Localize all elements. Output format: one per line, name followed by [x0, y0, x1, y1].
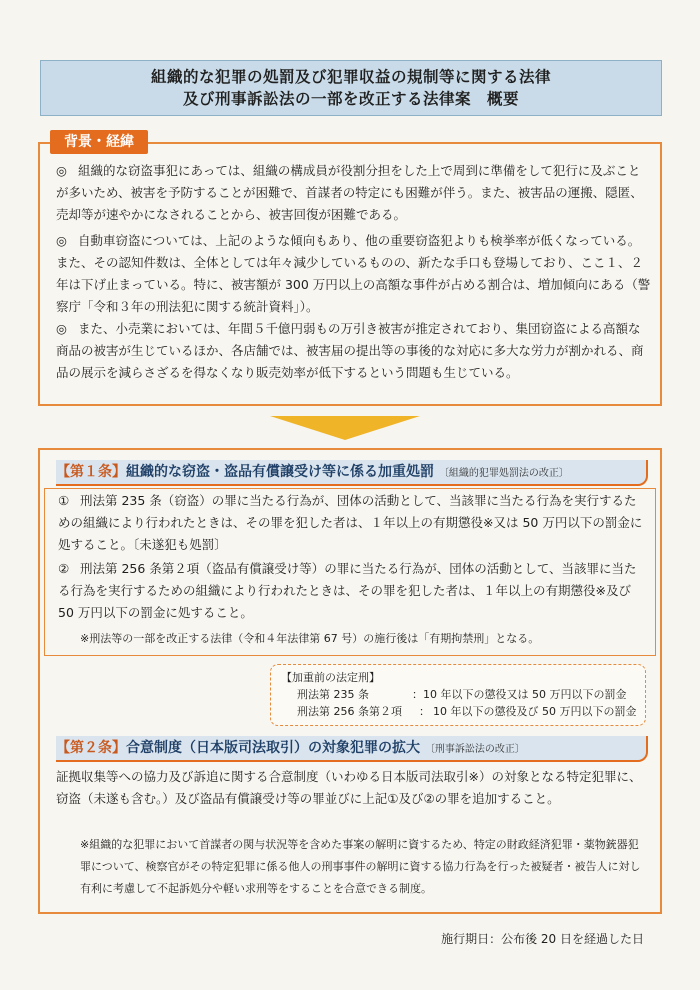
penalty-box [270, 664, 646, 726]
article2-heading [56, 736, 648, 762]
article1-subtitle: 〔組織的犯罪処罰法の改正〕 [438, 468, 569, 479]
penalty-value: 10 年以下の懲役又は 50 万円以下の罰金 [423, 688, 627, 701]
down-arrow-icon [270, 416, 420, 440]
background-item-text: また、小売業においては、年間５千億円弱もの万引き被害が推定されており、集団窃盗による高額な商品の被害が生じているほか、各店舗では、被害届の提出等の事後的な対応に多大な労力が割かれる、商品の展示を減らさざるを得なくなり販売効率が低下するという問題も生じている。 [56, 321, 644, 380]
background-label: 背景・経緯 [50, 130, 148, 154]
background-item [56, 230, 652, 318]
article2-title: 合意制度（日本版司法取引）の対象犯罪の拡大 [126, 740, 420, 756]
penalty-row [281, 703, 645, 720]
title-line-2: 及び刑事訴訟法の一部を改正する法律案 概要 [182, 90, 519, 108]
item-number: ① [58, 493, 70, 508]
article1-item [58, 490, 648, 556]
article1-item-text: 刑法第 256 条第２項（盗品有償譲受け等）の罪に当たる行為が、団体の活動として、当該罪に当たる行為を実行するための組織により行われたときは、その罪を犯した者は、１年以上の有期懲役※及び 50 万円以下の罰金に処すること。 [58, 561, 637, 620]
article2-text: 証拠収集等への協力及び訴追に関する合意制度（いわゆる日本版司法取引※）の対象となる特定犯罪に、窃盗（未遂も含む。）及び盗品有償譲受け等の罪並びに上記①及び②の罪を追加すること。 [56, 769, 642, 806]
document-title [40, 60, 662, 116]
article1-note: ※刑法等の一部を改正する法律（令和４年法律第 67 号）の施行後は「有期拘禁刑」となる。 [80, 632, 540, 645]
effective-date: 施行期日：公布後 20 日を経過した日 [441, 932, 644, 946]
background-item-text: 自動車窃盗については、上記のような傾向もあり、他の重要窃盗犯よりも検挙率が低くなっている。また、その認知件数は、全体としては年々減少しているものの、新たな手口も登場しており、ここ１、２年は下げ止まっている。特に、被害額が 300 万円以上の高額な事件が占める割合は、増加傾向にある（警察庁「令和３年の刑法犯に関する統計資料」）。 [56, 233, 651, 314]
background-item-text: 組織的な窃盗事犯にあっては、組織の構成員が役割分担をした上で周到に準備をして犯行に及ぶことが多いため、被害を予防することが困難で、首謀者の特定にも困難が伴う。また、被害品の運搬、隠匿、売却等が速やかになされることから、被害回復が困難である。 [56, 163, 643, 222]
penalty-value: 10 年以下の懲役及び 50 万円以下の罰金 [433, 705, 637, 718]
article1-item-text: 刑法第 235 条（窃盗）の罪に当たる行為が、団体の活動として、当該罪に当たる行為を実行するための組織により行われたときは、その罪を犯した者は、１年以上の有期懲役※又は 50 万円以下の罰金に処すること。〔未遂犯も処罰〕 [58, 493, 643, 552]
item-number: ② [58, 561, 70, 576]
double-circle-icon: ◎ [56, 233, 67, 248]
title-line-1: 組織的な犯罪の処罰及び犯罪収益の規制等に関する法律 [150, 68, 551, 86]
double-circle-icon: ◎ [56, 163, 67, 178]
penalty-header: 【加重前の法定刑】 [281, 671, 380, 684]
article2-subtitle: 〔刑事訴訟法の改正〕 [424, 744, 525, 755]
article1-label: 【第１条】 [56, 464, 126, 480]
article1-item [58, 558, 648, 624]
penalty-sep: ： [419, 705, 430, 718]
article2-note: ※組織的な犯罪において首謀者の関与状況等を含めた事案の解明に資するため、特定の財政経済犯罪・薬物銃器犯罪について、検察官がその特定犯罪に係る他人の刑事事件の解明に資する協力行為を行った被疑者・被告人に対し有利に考慮して不起訴処分や軽い求刑等をすることを合意できる制度。 [80, 838, 641, 895]
background-item [56, 318, 652, 384]
penalty-law: 刑法第 235 条 [297, 688, 369, 701]
penalty-sep: ： [401, 688, 423, 701]
article1-title: 組織的な窃盗・盗品有償譲受け等に係る加重処罰 [126, 464, 434, 480]
article2-label: 【第２条】 [56, 740, 126, 756]
background-item [56, 160, 652, 226]
penalty-row [281, 686, 645, 703]
double-circle-icon: ◎ [56, 321, 67, 336]
article1-heading [56, 460, 648, 486]
penalty-law: 刑法第 256 条第２項 [297, 705, 402, 718]
